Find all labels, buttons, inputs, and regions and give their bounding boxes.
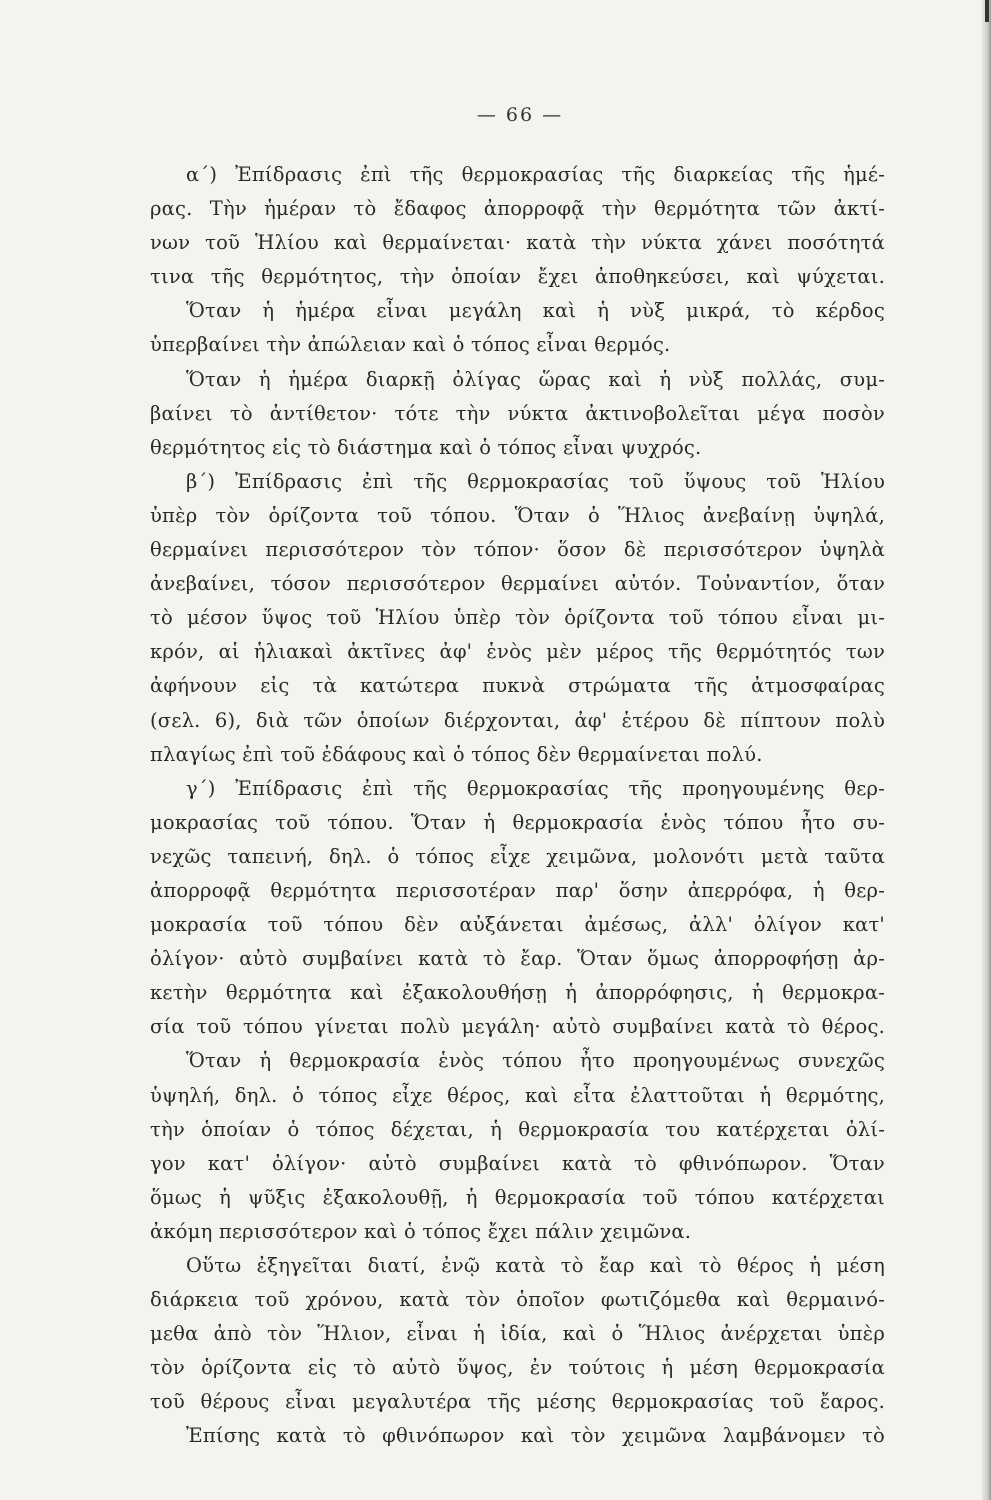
text-line: τὸν ὁρίζοντα εἰς τὸ αὐτὸ ὕψος, ἐν τούτοις ἡ μέση θερμοκρασία: [150, 1356, 885, 1380]
text-line: ὑπὲρ τὸν ὁρίζοντα τοῦ τόπου. Ὅταν ὁ Ἥλιος ἀνεβαίνῃ ὑψηλά,: [150, 503, 885, 527]
text-line: ρας. Τὴν ἡμέραν τὸ ἔδαφος ἀπορροφᾷ τὴν θερμότητα τῶν ἀκτί-: [150, 197, 885, 221]
text-line: νεχῶς ταπεινή, δηλ. ὁ τόπος εἶχε χειμῶνα, μολονότι μετὰ ταῦτα: [150, 844, 885, 868]
text-line: θερμαίνει περισσότερον τὸν τόπον· ὅσον δὲ περισσότερον ὑψηλὰ: [150, 538, 885, 562]
text-line: Ὅταν ἡ ἡμέρα διαρκῇ ὀλίγας ὥρας καὶ ἡ νὺξ πολλάς, συμ-: [186, 367, 885, 391]
text-line: ἀνεβαίνει, τόσον περισσότερον θερμαίνει αὐτόν. Τοὐναντίον, ὅταν: [150, 572, 885, 596]
text-line: σία τοῦ τόπου γίνεται πολὺ μεγάλη· αὐτὸ συμβαίνει κατὰ τὸ θέρος.: [150, 1015, 885, 1039]
text-line: γον κατ' ὀλίγον· αὐτὸ συμβαίνει κατὰ τὸ φθινόπωρον. Ὅταν: [150, 1151, 885, 1175]
body-text: [150, 158, 885, 1454]
text-line: ἀπορροφᾷ θερμότητα περισσοτέραν παρ' ὅσην ἀπερρόφα, ἡ θερ-: [150, 878, 885, 902]
text-line: τοῦ θέρους εἶναι μεγαλυτέρα τῆς μέσης θερμοκρασίας τοῦ ἔαρος.: [150, 1390, 885, 1414]
text-line: ἀφήνουν εἰς τὰ κατώτερα πυκνὰ στρώματα τῆς ἀτμοσφαίρας: [150, 674, 885, 698]
text-line: νων τοῦ Ἡλίου καὶ θερμαίνεται· κατὰ τὴν νύκτα χάνει ποσότητά: [150, 231, 885, 255]
text-line: βαίνει τὸ ἀντίθετον· τότε τὴν νύκτα ἀκτινοβολεῖται μέγα ποσὸν: [150, 401, 885, 425]
text-line: ὑψηλή, δηλ. ὁ τόπος εἶχε θέρος, καὶ εἶτα ἐλαττοῦται ἡ θερμότης,: [150, 1083, 885, 1107]
text-line: β΄) Ἐπίδρασις ἐπὶ τῆς θερμοκρασίας τοῦ ὕψους τοῦ Ἡλίου: [186, 469, 885, 493]
text-line: μεθα ἀπὸ τὸν Ἥλιον, εἶναι ἡ ἰδία, καὶ ὁ Ἥλιος ἀνέρχεται ὑπὲρ: [150, 1322, 885, 1346]
text-line: τὴν ὁποίαν ὁ τόπος δέχεται, ἡ θερμοκρασία του κατέρχεται ὀλί-: [150, 1117, 885, 1141]
text-line: κρόν, αἱ ἡλιακαὶ ἀκτῖνες ἀφ' ἑνὸς μὲν μέρος τῆς θερμότητός των: [150, 640, 885, 664]
text-line: Ὅταν ἡ θερμοκρασία ἑνὸς τόπου ἦτο προηγουμένως συνεχῶς: [186, 1049, 885, 1073]
text-line: ὅμως ἡ ψῦξις ἐξακολουθῇ, ἡ θερμοκρασία τοῦ τόπου κατέρχεται: [150, 1185, 885, 1209]
text-line: διάρκεια τοῦ χρόνου, κατὰ τὸν ὁποῖον φωτιζόμεθα καὶ θερμαινό-: [150, 1288, 885, 1312]
text-line: Ἐπίσης κατὰ τὸ φθινόπωρον καὶ τὸν χειμῶνα λαμβάνομεν τὸ: [186, 1424, 885, 1448]
text-line: Ὅταν ἡ ἡμέρα εἶναι μεγάλη καὶ ἡ νὺξ μικρά, τὸ κέρδος: [186, 299, 885, 323]
text-line: Οὕτω ἐξηγεῖται διατί, ἐνῷ κατὰ τὸ ἔαρ καὶ τὸ θέρος ἡ μέση: [186, 1254, 885, 1277]
text-line: τὸ μέσον ὕψος τοῦ Ἡλίου ὑπὲρ τὸν ὁρίζοντα τοῦ τόπου εἶναι μι-: [150, 606, 885, 630]
text-line: τινα τῆς θερμότητος, τὴν ὁποίαν ἔχει ἀποθηκεύσει, καὶ ψύχεται.: [150, 265, 885, 289]
page-number: — 66 —: [476, 104, 564, 126]
text-line: (σελ. 6), διὰ τῶν ὁποίων διέρχονται, ἀφ' ἑτέρου δὲ πίπτουν πολὺ: [150, 708, 885, 732]
text-line: θερμότητος εἰς τὸ διάστημα καὶ ὁ τόπος εἶναι ψυχρός.: [150, 435, 702, 459]
text-line: μοκρασία τοῦ τόπου δὲν αὐξάνεται ἀμέσως, ἀλλ' ὀλίγον κατ': [150, 913, 885, 937]
text-line: κετὴν θερμότητα καὶ ἐξακολουθήσῃ ἡ ἀπορρόφησις, ἡ θερμοκρα-: [150, 981, 885, 1005]
text-line: μοκρασίας τοῦ τόπου. Ὅταν ἡ θερμοκρασία ἑνὸς τόπου ἦτο συ-: [150, 810, 885, 834]
text-line: πλαγίως ἐπὶ τοῦ ἐδάφους καὶ ὁ τόπος δὲν θερμαίνεται πολύ.: [150, 742, 763, 766]
text-line: ἀκόμη περισσότερον καὶ ὁ τόπος ἔχει πάλιν χειμῶνα.: [150, 1219, 692, 1243]
page-edge-shadow: [982, 0, 991, 1500]
text-line: α΄) Ἐπίδρασις ἐπὶ τῆς θερμοκρασίας τῆς διαρκείας τῆς ἡμέ-: [186, 163, 885, 186]
binding-mark: [985, 0, 989, 22]
text-line: ὀλίγον· αὐτὸ συμβαίνει κατὰ τὸ ἔαρ. Ὅταν ὅμως ἀπορροφήσῃ ἀρ-: [150, 947, 885, 971]
text-line: ὑπερβαίνει τὴν ἀπώλειαν καὶ ὁ τόπος εἶναι θερμός.: [150, 333, 671, 357]
text-line: γ΄) Ἐπίδρασις ἐπὶ τῆς θερμοκρασίας τῆς προηγουμένης θερ-: [186, 776, 885, 800]
